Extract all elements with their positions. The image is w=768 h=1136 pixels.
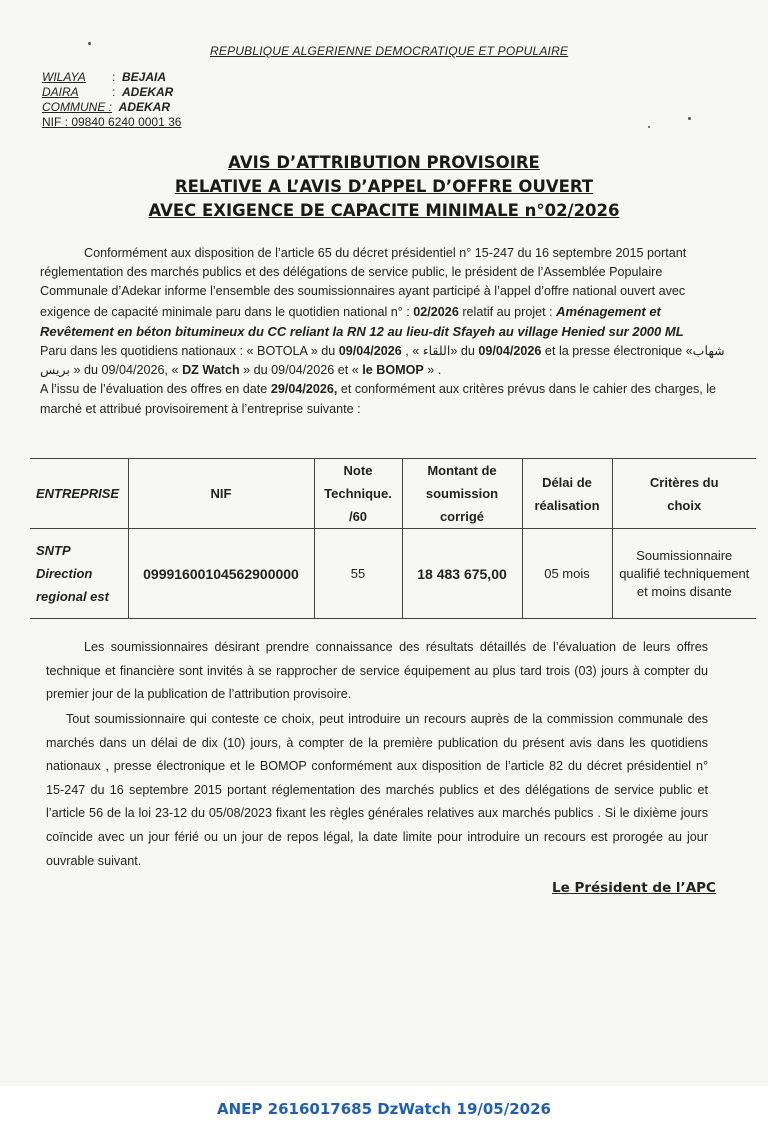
table-row — [30, 529, 756, 619]
header-entreprise: ENTREPRISE — [30, 459, 128, 529]
title-line-3: AVEC EXIGENCE DE CAPACITE MINIMALE n°02/2026 — [148, 201, 620, 220]
header-note: Note Technique. /60 — [314, 459, 402, 529]
signature: Le Président de l’APC — [552, 880, 716, 896]
republic-header: REPUBLIQUE ALGERIENNE DEMOCRATIQUE ET POPULAIRE — [210, 44, 569, 58]
intro-paragraph: Conformément aux disposition de l’article 65 du décret présidentiel n° 15-247 du 16 septembre 2015 portant réglementation des marchés publics et des délégations de service public, le président de l’Assemblée Populaire Communale d’Adekar informe l’ensemble des soumissionnaires ayant participé à l’appel d’offre national ouvert avec exigence de capacité minimale paru dans le quotidien national n° : 02/2026 relatif au projet : Aménagement et Revêtement en béton bitumineux du CC reliant la RN 12 au lieu-dit Sfayeh au village Henied sur 2000 ML Paru dans les quotidiens nationaux : « BOTOLA » du 09/04/2026 , « اللقاء» du 09/04/2026 et la presse électronique «شهاب بريس » du 09/04/2026, « DZ Watch » du 09/04/2026 et « le BOMOP » . A l’issu de l’évaluation des offres en date 29/04/2026, et conformément aux critères prévus dans le cahier des charges, le marché et attribué provisoirement à l’entreprise suivante : — [40, 246, 725, 416]
avis-number: 02/2026 — [413, 304, 459, 319]
commune-row — [42, 100, 181, 115]
cell-montant: 18 483 675,00 — [402, 529, 522, 619]
daira-value: ADEKAR — [122, 85, 174, 99]
scan-speck — [688, 117, 691, 120]
nif-line: NIF : 09840 6240 0001 36 — [42, 115, 182, 129]
evaluation-date: 29/04/2026, — [270, 382, 338, 397]
cell-delai: 05 mois — [522, 529, 612, 619]
results-paragraph: Les soumissionnaires désirant prendre connaissance des résultats détaillés de l’évaluation de leurs offres technique et financière sont invités à se rapprocher de service équipement au plus tard trois (03) jours à compter du premier jour de la publication de l’attribution provisoire. — [46, 640, 708, 702]
header-delai: Délai de réalisation — [522, 459, 612, 529]
wilaya-value: BEJAIA — [122, 70, 167, 84]
title-line-2: RELATIVE A L’AVIS D’APPEL D’OFFRE OUVERT — [174, 177, 594, 196]
wilaya-row: WILAYA : BEJAIA — [42, 70, 167, 84]
scan-speck — [88, 42, 91, 45]
cell-criteres: Soumissionnaire qualifié techniquement et moins disante — [612, 529, 756, 619]
scan-speck — [648, 126, 650, 128]
publication-footer: ANEP 2616017685 DzWatch 19/05/2026 — [217, 1100, 551, 1118]
daira-label: DAIRA — [42, 85, 79, 99]
project-title: Aménagement et Revêtement en béton bitumineux du CC reliant la RN 12 au lieu-dit Sfayeh au village Henied sur 2000 ML — [40, 303, 684, 339]
commune-value: ADEKAR — [118, 100, 171, 114]
table-header-row — [30, 459, 756, 529]
recourse-paragraph: Tout soumissionnaire qui conteste ce choix, peut introduire un recours auprès de la commission communale des marchés dans un délai de dix (10) jours, à compter de la première publication du présent avis dans les quotidiens nationaux , presse électronique et le BOMOP conformément aux disposition de l’article 82 du décret présidentiel n° 15-247 du 16 septembre 2015 portant réglementation des marchés publics et des délégations de service public et l’article 56 de la loi 23-12 du 05/08/2023 fixant les règles générales relatives aux marchés publics . Si le dixième jours coïncide avec un jour férié ou un jour de repos légal, la date limite pour introduire un recours est prorogée au jour ouvrable suivant. — [46, 712, 708, 868]
title-line-1: AVIS D’ATTRIBUTION PROVISOIRE — [228, 153, 540, 172]
wilaya-label: WILAYA — [42, 70, 86, 84]
header-criteres: Critères du choix — [612, 459, 756, 529]
cell-note: 55 — [314, 529, 402, 619]
daira-row: DAIRA : ADEKAR — [42, 85, 174, 99]
attribution-table — [30, 458, 756, 619]
cell-entreprise: SNTP Direction regional est — [30, 529, 128, 619]
cell-nif: 09991600104562900000 — [128, 529, 314, 619]
header-nif: NIF — [128, 459, 314, 529]
administration-block — [42, 70, 181, 130]
header-montant: Montant de soumission corrigé — [402, 459, 522, 529]
commune-label: COMMUNE : — [42, 100, 112, 114]
